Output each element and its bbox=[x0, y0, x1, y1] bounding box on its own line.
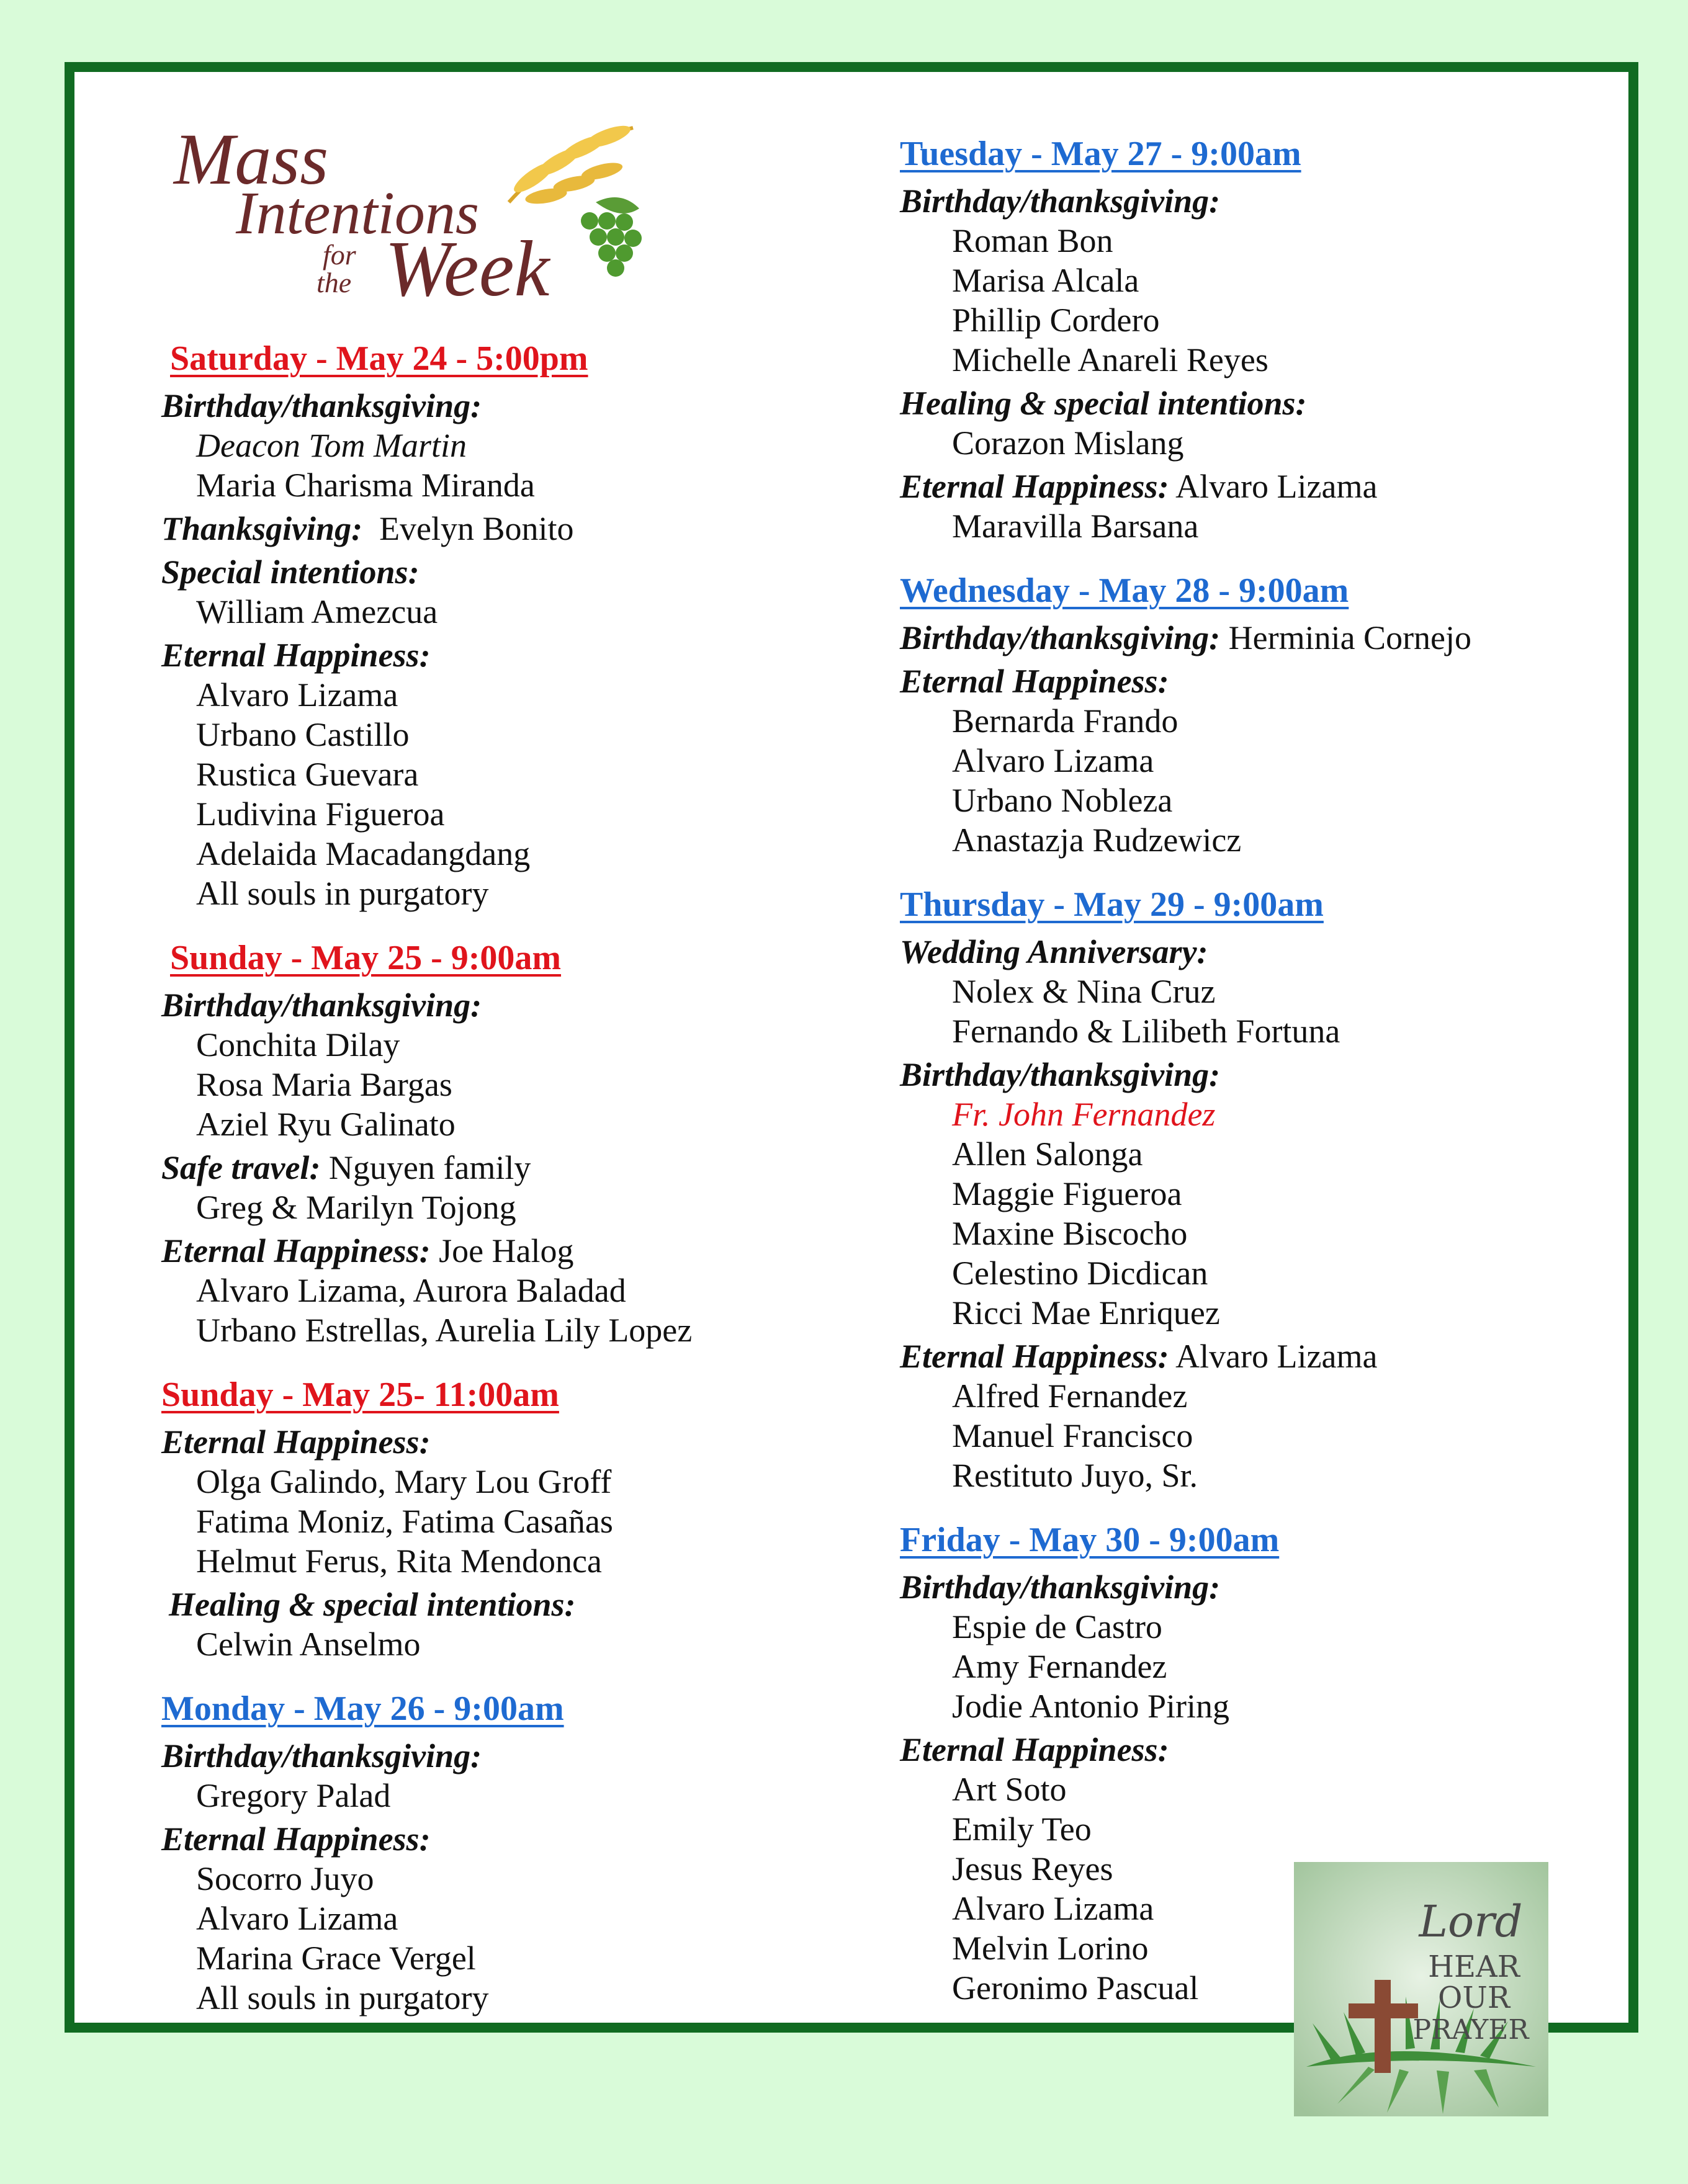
intention-name: Anastazja Rudzewicz bbox=[952, 821, 1242, 859]
category-label: Wedding Anniversary: bbox=[900, 933, 1208, 970]
intention-name: Emily Teo bbox=[952, 1810, 1092, 1848]
intention-name: Alvaro Lizama bbox=[196, 1900, 398, 1937]
intention-name: Marina Grace Vergel bbox=[196, 1940, 476, 1977]
logo-word-intentions: Intentions bbox=[236, 180, 479, 247]
intention-name: Helmut Ferus, Rita Mendonca bbox=[196, 1542, 602, 1580]
intention-name: Geronimo Pascual bbox=[952, 1969, 1199, 2007]
intention-name: All souls in purgatory bbox=[196, 1979, 489, 2016]
intention-name: Maravilla Barsana bbox=[952, 508, 1199, 545]
intention-name: Urbano Castillo bbox=[196, 716, 410, 753]
logo-word-the: the bbox=[316, 267, 352, 298]
category-label: Eternal Happiness: bbox=[900, 663, 1169, 700]
category-label: Eternal Happiness: bbox=[161, 1232, 431, 1269]
intention-name: Maggie Figueroa bbox=[952, 1175, 1182, 1212]
category-line bbox=[161, 509, 894, 548]
intention-name: Herminia Cornejo bbox=[1228, 619, 1472, 656]
day-heading: Wednesday - May 28 - 9:00am bbox=[900, 571, 1349, 610]
intention-name: Urbano Estrellas, Aurelia Lily Lopez bbox=[196, 1312, 693, 1349]
intention-name: Nguyen family bbox=[328, 1149, 531, 1186]
category-label: Birthday/thanksgiving: bbox=[900, 182, 1221, 220]
saturday-block bbox=[161, 336, 894, 913]
intention-name: Socorro Juyo bbox=[196, 1860, 374, 1897]
sunday-11am-block bbox=[161, 1372, 894, 1664]
monday-block bbox=[161, 1686, 894, 2018]
intention-name: Art Soto bbox=[952, 1771, 1067, 1808]
day-heading: Friday - May 30 - 9:00am bbox=[900, 1521, 1280, 1559]
category-label: Eternal Happiness: bbox=[161, 1820, 431, 1858]
category-label: Birthday/thanksgiving: bbox=[900, 1056, 1221, 1093]
day-heading: Saturday - May 24 - 5:00pm bbox=[170, 339, 588, 378]
thursday-block bbox=[900, 882, 1614, 1495]
intention-name: Evelyn Bonito bbox=[379, 510, 574, 547]
intention-name: Jodie Antonio Piring bbox=[952, 1688, 1230, 1725]
category-label: Safe travel: bbox=[161, 1149, 321, 1186]
category-label: Eternal Happiness: bbox=[161, 1423, 431, 1461]
logo-word-week: Week bbox=[385, 225, 550, 308]
category-label: Birthday/thanksgiving: bbox=[161, 1737, 482, 1774]
intention-name: Fernando & Lilibeth Fortuna bbox=[952, 1013, 1340, 1050]
intention-name-highlight: Fr. John Fernandez bbox=[952, 1096, 1216, 1133]
category-label: Birthday/thanksgiving: bbox=[161, 987, 482, 1024]
intention-name: Alvaro Lizama bbox=[1175, 468, 1378, 505]
intention-name: Alvaro Lizama, Aurora Baladad bbox=[196, 1272, 626, 1309]
intention-name: Celwin Anselmo bbox=[196, 1626, 421, 1663]
intention-name: Alvaro Lizama bbox=[1175, 1338, 1378, 1375]
intention-name: Ricci Mae Enriquez bbox=[952, 1294, 1220, 1331]
category-line bbox=[900, 467, 1614, 506]
category-label: Eternal Happiness: bbox=[161, 637, 431, 674]
intention-name: Espie de Castro bbox=[952, 1608, 1162, 1645]
intention-name: Olga Galindo, Mary Lou Groff bbox=[196, 1463, 612, 1500]
category-label: Birthday/thanksgiving: bbox=[900, 619, 1221, 656]
prayer-text-our: OUR bbox=[1438, 1980, 1510, 2015]
intention-name: Alvaro Lizama bbox=[952, 1890, 1154, 1927]
intention-name: Michelle Anareli Reyes bbox=[952, 341, 1268, 378]
category-label: Eternal Happiness: bbox=[900, 1731, 1169, 1768]
left-column bbox=[161, 336, 894, 2040]
lord-hear-our-prayer-image bbox=[1294, 1862, 1548, 2116]
intention-name: Amy Fernandez bbox=[952, 1648, 1167, 1685]
intention-name: Phillip Cordero bbox=[952, 302, 1160, 339]
category-line bbox=[161, 1231, 894, 1271]
intention-name: Corazon Mislang bbox=[952, 424, 1184, 462]
intention-name: Greg & Marilyn Tojong bbox=[196, 1189, 516, 1226]
intention-name: Roman Bon bbox=[952, 222, 1113, 259]
intention-name: Joe Halog bbox=[439, 1232, 574, 1269]
wednesday-block bbox=[900, 568, 1614, 860]
intention-name: William Amezcua bbox=[196, 593, 438, 630]
prayer-text-hear: HEAR bbox=[1428, 1949, 1520, 1984]
prayer-text-prayer: PRAYER bbox=[1412, 2014, 1529, 2046]
intention-name: Jesus Reyes bbox=[952, 1850, 1113, 1887]
intention-name: Bernarda Frando bbox=[952, 702, 1178, 740]
intention-name: Ludivina Figueroa bbox=[196, 795, 445, 833]
category-label: Birthday/thanksgiving: bbox=[161, 387, 482, 424]
sunday-9am-block bbox=[161, 936, 894, 1350]
intention-name: Adelaida Macadangdang bbox=[196, 835, 531, 872]
intention-name: Alvaro Lizama bbox=[952, 742, 1154, 779]
intention-name: Melvin Lorino bbox=[952, 1930, 1149, 1967]
category-label: Eternal Happiness: bbox=[900, 1338, 1169, 1375]
intention-name: Celestino Dicdican bbox=[952, 1255, 1208, 1292]
intention-name: Alfred Fernandez bbox=[952, 1377, 1188, 1415]
intention-name: Rustica Guevara bbox=[196, 756, 419, 793]
right-column bbox=[900, 132, 1614, 2030]
intention-name: Fatima Moniz, Fatima Casañas bbox=[196, 1503, 613, 1540]
intention-name: Marisa Alcala bbox=[952, 262, 1139, 299]
logo-word-mass: Mass bbox=[174, 119, 329, 200]
intention-name: Urbano Nobleza bbox=[952, 782, 1173, 819]
day-heading: Monday - May 26 - 9:00am bbox=[161, 1689, 564, 1728]
category-label: Healing & special intentions: bbox=[169, 1586, 576, 1623]
intention-name: Aziel Ryu Galinato bbox=[196, 1106, 456, 1143]
intention-name: Conchita Dilay bbox=[196, 1026, 400, 1063]
intention-name: Alvaro Lizama bbox=[196, 676, 398, 714]
intention-name: Allen Salonga bbox=[952, 1135, 1143, 1173]
category-label: Eternal Happiness: bbox=[900, 468, 1169, 505]
intention-name: Maria Charisma Miranda bbox=[196, 467, 535, 504]
category-line bbox=[161, 1148, 894, 1188]
day-heading: Sunday - May 25 - 9:00am bbox=[170, 939, 562, 977]
day-heading: Tuesday - May 27 - 9:00am bbox=[900, 135, 1301, 173]
intention-name: Maxine Biscocho bbox=[952, 1215, 1188, 1252]
intention-name: Manuel Francisco bbox=[952, 1417, 1193, 1454]
intention-name: Deacon Tom Martin bbox=[196, 427, 467, 464]
prayer-text-lord: Lord bbox=[1419, 1896, 1523, 1947]
intention-name: Nolex & Nina Cruz bbox=[952, 973, 1216, 1010]
intention-name: Restituto Juyo, Sr. bbox=[952, 1457, 1198, 1494]
category-label: Birthday/thanksgiving: bbox=[900, 1569, 1221, 1606]
category-label: Healing & special intentions: bbox=[900, 385, 1307, 422]
day-heading: Sunday - May 25- 11:00am bbox=[161, 1376, 559, 1414]
intention-name: All souls in purgatory bbox=[196, 875, 489, 912]
intention-name: Gregory Palad bbox=[196, 1777, 391, 1814]
day-heading: Thursday - May 29 - 9:00am bbox=[900, 885, 1324, 924]
category-line bbox=[900, 1336, 1614, 1376]
intention-name: Rosa Maria Bargas bbox=[196, 1066, 452, 1103]
category-line bbox=[900, 618, 1614, 658]
category-label: Special intentions: bbox=[161, 553, 420, 591]
bulletin-frame bbox=[65, 62, 1638, 2046]
logo-word-for: for bbox=[323, 239, 356, 271]
mass-intentions-logo bbox=[161, 109, 782, 308]
category-label: Thanksgiving: bbox=[161, 510, 363, 547]
tuesday-block bbox=[900, 132, 1614, 546]
